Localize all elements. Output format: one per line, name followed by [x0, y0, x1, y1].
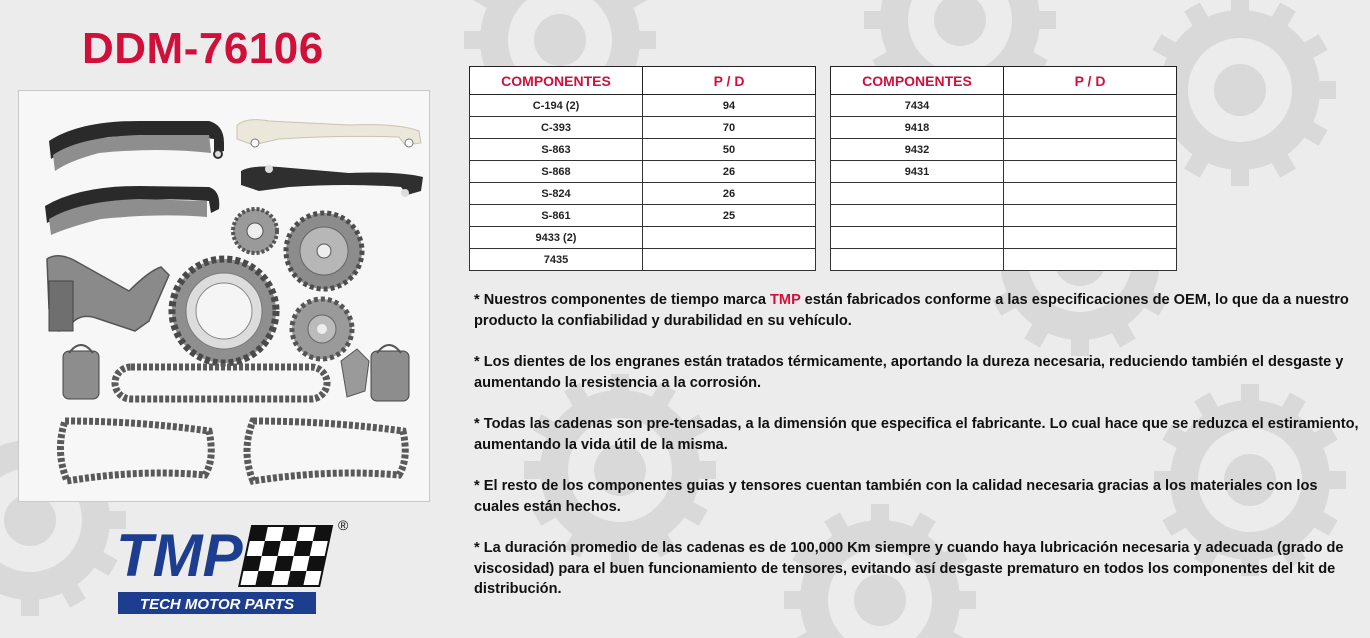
table-row [470, 249, 816, 271]
pd-cell [643, 249, 816, 271]
note-chains: * Todas las cadenas son pre-tensadas, a la dimensión que especifica el fabricante. Lo cual hace que se reduzca el estiramiento, aumentando la vida útil de la misma. [474, 416, 1359, 453]
pd-cell [1004, 183, 1177, 205]
note-duration: * La duración promedio de las cadenas es de 100,000 Km siempre y cuando haya lubricación necesaria y adecuada (grado de viscosidad) para el buen funcionamiento de tensores, evitando así desgaste prematuro en todos los componentes del kit de distribución. [474, 540, 1344, 597]
notes-block [474, 290, 1359, 621]
components-table-left [469, 66, 816, 271]
component-cell: 7434 [831, 95, 1004, 117]
pd-cell: 70 [643, 117, 816, 139]
chain-guide-middle [45, 186, 219, 235]
header-componentes: COMPONENTES [831, 67, 1004, 95]
table-row [831, 117, 1177, 139]
checkered-flag-icon [239, 526, 332, 586]
table-row [470, 117, 816, 139]
pd-cell: 26 [643, 161, 816, 183]
component-cell [831, 227, 1004, 249]
component-cell: 9433 (2) [470, 227, 643, 249]
component-cell: 9432 [831, 139, 1004, 161]
cam-phaser [286, 213, 362, 289]
tensioner-bracket [47, 256, 169, 331]
pd-cell [1004, 161, 1177, 183]
table-row [831, 205, 1177, 227]
pd-cell [1004, 249, 1177, 271]
note-oem-text-start: * Nuestros componentes de tiempo marca [474, 292, 771, 308]
component-cell: C-393 [470, 117, 643, 139]
pd-cell: 26 [643, 183, 816, 205]
pd-cell [1004, 95, 1177, 117]
pd-cell [643, 227, 816, 249]
table-row [831, 249, 1177, 271]
component-cell [831, 183, 1004, 205]
table-row [831, 183, 1177, 205]
timing-chain-upper [115, 367, 327, 399]
medium-sprocket [292, 299, 352, 359]
note-gear-teeth: * Los dientes de los engranes están tratados térmicamente, aportando la dureza necesaria, reduciendo también el desgaste y aumentando la resistencia a la corrosión. [474, 354, 1344, 391]
component-cell: 9431 [831, 161, 1004, 183]
registered-mark: ® [338, 517, 349, 533]
tmp-logo [112, 514, 362, 618]
table-row [470, 205, 816, 227]
note-oem-text-end: están fabricados conforme a las especificaciones de OEM, lo que da a nuestro producto la confiabilidad y durabilidad en su vehículo. [474, 292, 1349, 329]
pd-cell [1004, 205, 1177, 227]
component-cell: S-863 [470, 139, 643, 161]
large-sprocket [172, 259, 276, 363]
table-row [831, 227, 1177, 249]
chain-guide-black [241, 165, 423, 197]
pd-cell: 94 [643, 95, 816, 117]
timing-chain-right [247, 421, 405, 481]
chain-guide-white [237, 120, 421, 147]
table-header-row [470, 67, 816, 95]
component-cell [831, 205, 1004, 227]
table-row [831, 139, 1177, 161]
timing-chain-left [60, 421, 211, 481]
header-pd: P / D [643, 67, 816, 95]
note-guides: * El resto de los componentes guias y tensores cuentan también con la calidad necesaria gracias a los materiales con los cuales están hechos. [474, 478, 1318, 515]
table-row [470, 139, 816, 161]
logo-tagline: TECH MOTOR PARTS [139, 596, 295, 613]
table-row [470, 227, 816, 249]
component-cell: 7435 [470, 249, 643, 271]
chain-guide-upper [49, 121, 224, 171]
tensioner-right [371, 345, 409, 401]
component-cell: S-861 [470, 205, 643, 227]
component-cell: C-194 (2) [470, 95, 643, 117]
table-row [831, 95, 1177, 117]
pd-cell [1004, 117, 1177, 139]
component-cell: 9418 [831, 117, 1004, 139]
tensioner-left [63, 345, 99, 399]
logo-wordmark: TMP [116, 522, 243, 589]
note-oem [474, 290, 1359, 331]
small-plate [341, 349, 369, 397]
component-cell: S-868 [470, 161, 643, 183]
table-row [831, 161, 1177, 183]
header-pd: P / D [1004, 67, 1177, 95]
pd-cell [1004, 139, 1177, 161]
pd-cell [1004, 227, 1177, 249]
header-componentes: COMPONENTES [470, 67, 643, 95]
pd-cell: 50 [643, 139, 816, 161]
page-title: DDM-76106 [82, 24, 324, 73]
table-row [470, 161, 816, 183]
small-sprocket [233, 209, 277, 253]
table-header-row [831, 67, 1177, 95]
brand-name: TMP [770, 292, 801, 308]
pd-cell: 25 [643, 205, 816, 227]
product-photo [18, 90, 430, 502]
component-cell: S-824 [470, 183, 643, 205]
table-row [470, 95, 816, 117]
component-cell [831, 249, 1004, 271]
table-row [470, 183, 816, 205]
components-table-right [830, 66, 1177, 271]
